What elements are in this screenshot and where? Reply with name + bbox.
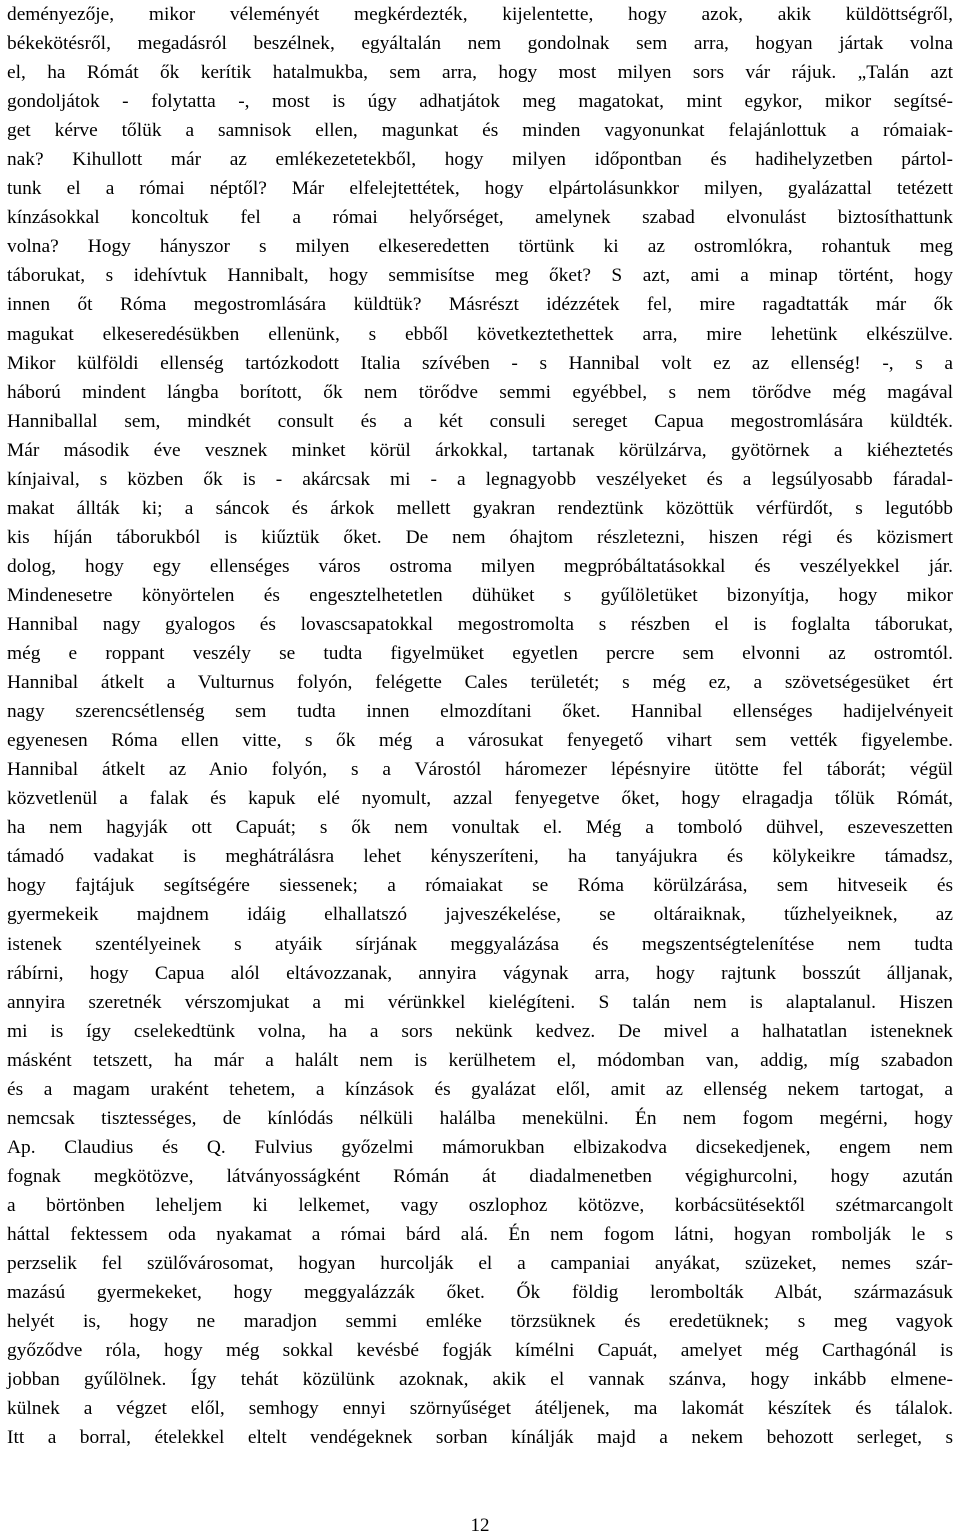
text-line: Hannibal átkelt a Vulturnus folyón, felégette Cales területét; s még ez, a szövetségesüket ért (7, 672, 953, 694)
text-line: kis híján táborukból is kiűztük őket. De nem óhajtom részletezni, hiszen régi és közismert (7, 526, 953, 548)
text-line: gondoljátok - folytatta -, most is úgy adhatjátok meg magatokat, mint egykor, mikor segítsé- (7, 91, 953, 113)
text-line: annyira szeretnék vérszomjukat a mi vérünkkel kielégíteni. S talán nem is alaptalanul. Hiszen (7, 991, 953, 1013)
text-line: háború mindent lángba borított, ők nem törődve semmi egyébbel, s nem törődve még magával (7, 381, 953, 403)
text-line: békekötésről, megadásról beszélnek, egyáltalán nem gondolnak sem arra, hogyan jártak volna (7, 33, 953, 55)
text-line: külnek a végzet elől, semhogy ennyi szörnyűséget átéljenek, ma lakomát készítek és tálalok. (7, 1398, 953, 1420)
text-line: háttal fektessem oda nyakamat a római bárd alá. Én nem fogom látni, hogyan rombolják le s (7, 1223, 953, 1245)
text-line: Hannibal nagy gyalogos és lovascsapatokkal megostromolta s részben el is foglalta táborukat, (7, 613, 953, 635)
text-line: fognak megkötözve, látványosságként Rómán át diadalmenetben végighurcolni, hogy azután (7, 1165, 953, 1187)
text-line: rábírni, hogy Capua alól eltávozzanak, annyira vágynak arra, hogy rajtunk bosszút álljanak, (7, 962, 953, 984)
text-line: makat állták ki; a sáncok és árkok mellett gyakran rendeztünk közöttük vérfürdőt, s legutóbb (7, 497, 953, 519)
text-line: hogy fajtájuk segítségére siessenek; a rómaiakat se Róma körülzárása, sem hitveseik és (7, 875, 953, 897)
body-text (7, 0, 953, 1452)
text-line: támadó vadakat is meghátrálásra lehet kényszeríteni, ha tanyájukra és kölykeikre támadsz, (7, 846, 953, 868)
text-line: dolog, hogy egy ellenséges város ostroma milyen megpróbáltatásokkal és veszélyekkel jár. (7, 555, 953, 577)
text-line: Ap. Claudius és Q. Fulvius győzelmi mámorukban elbizakodva dicsekedjenek, engem nem (7, 1136, 953, 1158)
text-line: deményezője, mikor véleményét megkérdezték, kijelentette, hogy azok, akik küldöttségről, (7, 4, 953, 25)
text-line: tunk el a római néptől? Már elfelejtettétek, hogy elpártolásunkkor milyen, gyalázattal tetézett (7, 178, 953, 200)
text-line: győződve róla, hogy még sokkal kevésbé fogják kímélni Capuát, amelyet még Carthagónál is (7, 1340, 953, 1362)
text-line: innen őt Róma megostromlására küldtük? Másrészt idézzétek fel, mire ragadtatták már ők (7, 294, 953, 316)
text-line: get kérve tőlük a samnisok ellen, magunkat és minden vagyonunkat felajánlottuk a rómaiak- (7, 120, 953, 142)
text-line: volna? Hogy hányszor s milyen elkeseredetten törtünk ki az ostromlókra, rohantuk meg (7, 236, 953, 258)
text-line: Itt a borral, ételekkel eltelt vendégeknek sorban kínálják majd a nekem behozott serleget, s (7, 1427, 953, 1449)
text-line: kínjaival, s közben ők is - akárcsak mi - a legnagyobb veszélyeket és a legsúlyosabb fáradal- (7, 468, 953, 490)
text-line: és a magam uraként tehetem, a kínzások és gyalázat elől, amit az ellenség nekem tartogat, a (7, 1078, 953, 1100)
text-line: nak? Kihullott már az emlékezetetekből, hogy milyen időpontban és hadihelyzetben pártol- (7, 149, 953, 171)
text-line: még e roppant veszély se tudta figyelmüket egyetlen percre sem elvonni az ostromtól. (7, 643, 953, 665)
text-line: egyenesen Róma ellen vitte, s ők még a városukat fenyegető vihart sem vették figyelembe. (7, 730, 953, 752)
page-number: 12 (470, 1515, 490, 1536)
text-line: nemcsak tisztességes, de kínlódás nélküli halálba menekülni. Én nem fogom megérni, hogy (7, 1107, 953, 1129)
text-line: Mindenesetre könyörtelen és engesztelhetetlen dühüket s gyűlöletüket bizonyítja, hogy mikor (7, 584, 953, 606)
text-line: táborukat, s idehívtuk Hannibalt, hogy semmisítse meg őket? S azt, ami a minap történt, hogy (7, 265, 953, 287)
text-line: Mikor külföldi ellenség tartózkodott Italia szívében - s Hannibal volt ez az ellenség! -, s a (7, 352, 953, 374)
text-line: nagy szerencsétlenség sem tudta innen elmozdítani őket. Hannibal ellenséges hadijelvényeit (7, 701, 953, 723)
text-line: mi is így cselekedtünk volna, ha a sors nekünk kedvez. De mivel a halhatatlan isteneknek (7, 1020, 953, 1042)
text-line: Hanniballal sem, mindkét consult és a két consuli sereget Capua megostromlására küldték. (7, 410, 953, 432)
text-line: istenek szentélyeinek s atyáik sírjának meggyalázása és megszentségtelenítése nem tudta (7, 933, 953, 955)
text-line: mazású gyermekeket, hogy meggyalázzák őket. Ők földig lerombolták Albát, származásuk (7, 1282, 953, 1304)
text-line: magukat elkeseredésükben ellenünk, s ebből következtethettek arra, mire lehetünk elkészülve. (7, 323, 953, 345)
text-line: jobban gyűlölnek. Így tehát közülünk azoknak, akik el vannak szánva, hogy inkább elmene- (7, 1369, 953, 1391)
text-line: el, ha Rómát ők kerítik hatalmukba, sem arra, hogy most milyen sors vár rájuk. „Talán azt (7, 62, 953, 84)
text-line: kínzásokkal koncoltuk fel a római helyőrséget, amelynek szabad elvonulást biztosíthattunk (7, 207, 953, 229)
text-line: másként tetszett, ha már a halált nem is kerülhetem el, módomban van, addig, míg szabadon (7, 1049, 953, 1071)
text-line: gyermekeik majdnem idáig elhallatszó jajveszékelése, se oltáraiknak, tűzhelyeiknek, az (7, 904, 953, 926)
text-line: Már második éve vesznek minket körül árkokkal, tartanak körülzárva, gyötörnek a kiéheztetés (7, 439, 953, 461)
text-line: perzselik fel szülővárosomat, hogyan hurcolják el a campaniai anyákat, szüzeket, nemes szár- (7, 1253, 953, 1275)
text-line: Hannibal átkelt az Anio folyón, s a Várostól háromezer lépésnyire ütötte fel táborát; végül (7, 759, 953, 781)
text-line: közvetlenül a falak és kapuk elé nyomult, azzal fenyegetve őket, hogy elragadja tőlük Rómát, (7, 788, 953, 810)
text-line: helyét is, hogy ne maradjon semmi emléke törzsüknek és eredetüknek; s meg vagyok (7, 1311, 953, 1333)
text-line: a börtönben leheljem ki lelkemet, vagy oszlophoz kötözve, korbácsütésektől szétmarcangolt (7, 1194, 953, 1216)
text-line: ha nem hagyják ott Capuát; s ők nem vonultak el. Még a tomboló dühvel, eszeveszetten (7, 817, 953, 839)
